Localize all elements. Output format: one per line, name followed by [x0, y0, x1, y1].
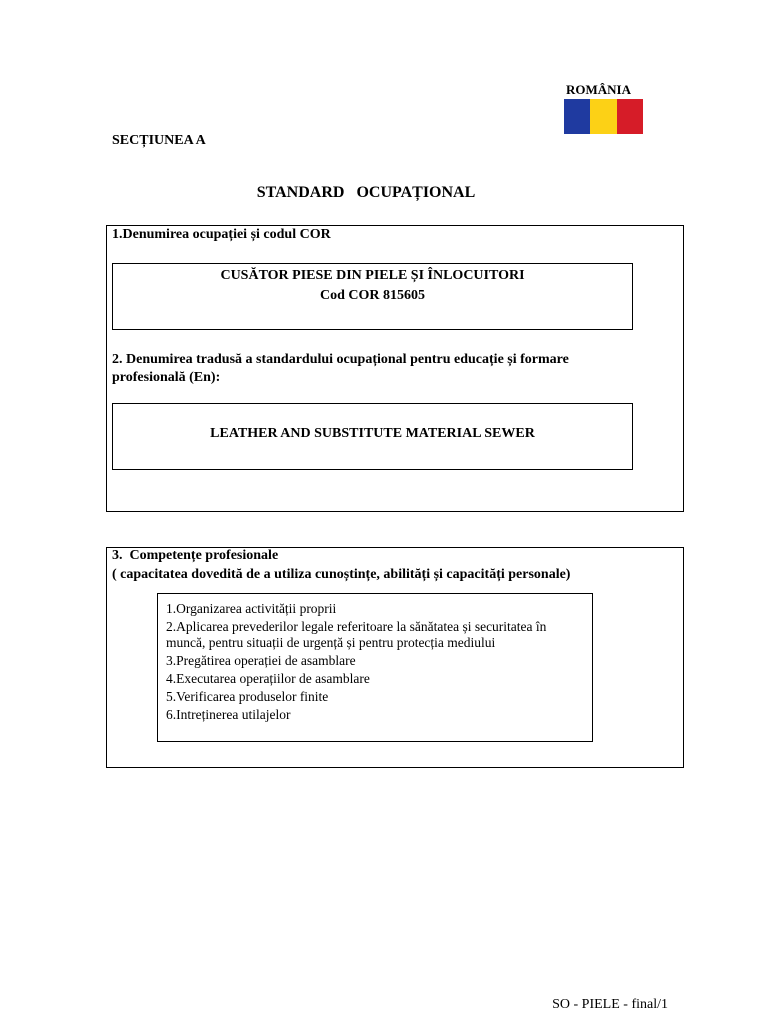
occupation-name: CUSĂTOR PIESE DIN PIELE ȘI ÎNLOCUITORI: [220, 268, 525, 283]
list-item: 6.Intreținerea utilajelor: [166, 707, 291, 722]
occupation-section-heading: 1.Denumirea ocupației și codul COR: [112, 227, 331, 242]
page-title: STANDARD OCUPAȚIONAL: [256, 184, 476, 201]
country-label: ROMÂNIA: [566, 82, 631, 97]
flag-stripe-red: [617, 99, 643, 134]
list-item: 5.Verificarea produselor finite: [166, 689, 329, 704]
flag-stripe-yellow: [590, 99, 616, 134]
competencies-subheading: ( capacitatea dovedită de a utiliza cunoștințe, abilități și capacități personale): [112, 567, 571, 582]
cor-code: Cod COR 815605: [319, 288, 425, 303]
romania-flag-icon: [564, 99, 643, 134]
translated-title-heading: 2. Denumirea tradusă a standardului ocupațional pentru educație și formare profesională (En):: [112, 352, 569, 385]
english-title: LEATHER AND SUBSTITUTE MATERIAL SEWER: [210, 426, 535, 441]
list-item: 1.Organizarea activității proprii: [166, 601, 337, 616]
flag-stripe-blue: [564, 99, 590, 134]
section-label: SECȚIUNEA A: [112, 133, 206, 148]
list-item: 3.Pregătirea operației de asamblare: [166, 653, 356, 668]
list-item: 2.Aplicarea prevederilor legale referitoare la sănătatea și securitatea în muncă, pentru situații de urgență și pentru protecția mediului: [166, 619, 547, 650]
competencies-list: [166, 601, 588, 725]
page-footer: SO - PIELE - final/1: [552, 997, 668, 1012]
competencies-heading: 3. Competențe profesionale: [112, 548, 279, 563]
list-item: 4.Executarea operațiilor de asamblare: [166, 671, 370, 686]
